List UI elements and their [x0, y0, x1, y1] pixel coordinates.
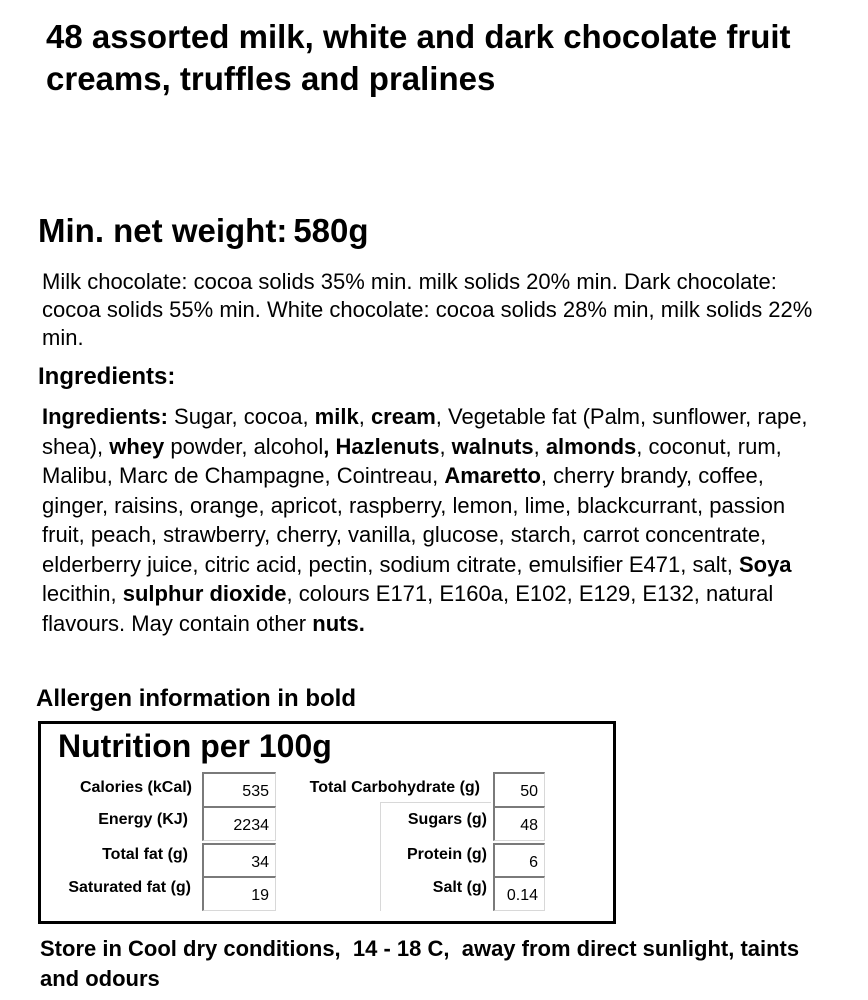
- ingredients-list: [42, 402, 832, 638]
- allergen-note: Allergen information in bold: [36, 685, 356, 712]
- nutrition-title: Nutrition per 100g: [58, 728, 332, 764]
- carbohydrate-value: 50: [493, 772, 545, 807]
- ingredient-text: , coconut, rum, Malibu, Marc de Champagne, Cointreau,: [42, 433, 782, 488]
- allergen-ingredient: Soya: [738, 551, 792, 577]
- ingredient-text: powder, alcohol: [164, 433, 324, 459]
- protein-label: Protein (g): [407, 846, 487, 863]
- calories-label: Calories (kCal): [79, 779, 192, 796]
- cocoa-solids-statement: Milk chocolate: cocoa solids 35% min. milk solids 20% min. Dark chocolate: cocoa solids 55% min. White chocolate: cocoa solids 28% min, milk solids 22% min.: [42, 269, 813, 350]
- allergen-ingredient: almonds: [545, 433, 637, 459]
- storage-instructions: Store in Cool dry conditions, 14 - 18 C, away from direct sunlight, taints and odours: [40, 936, 806, 991]
- energy-value: 2234: [202, 806, 276, 841]
- total-fat-label: Total fat (g): [102, 846, 188, 863]
- allergen-ingredient: Amaretto: [444, 463, 541, 488]
- net-weight-value: 580g: [293, 212, 369, 249]
- ingredient-text: lecithin,: [42, 581, 123, 606]
- allergen-ingredient: nuts.: [312, 610, 365, 636]
- net-weight: [38, 210, 369, 252]
- ingredients-heading: Ingredients:: [38, 363, 176, 390]
- calories-value: 535: [202, 772, 276, 807]
- sugars-value: 48: [493, 806, 545, 841]
- allergen-ingredient: Ingredients:: [42, 404, 168, 429]
- allergen-ingredient: , Hazlenuts: [323, 433, 440, 459]
- sugars-label: Sugars (g): [407, 811, 487, 828]
- ingredient-text: ,: [358, 404, 371, 429]
- carbohydrate-label: Total Carbohydrate (g): [309, 779, 480, 796]
- ingredient-text: Sugar, cocoa,: [167, 404, 315, 429]
- saturated-fat-value: 19: [202, 876, 276, 911]
- allergen-ingredient: cream: [370, 404, 436, 429]
- ingredient-text: ,: [533, 433, 546, 459]
- net-weight-label: Min. net weight:: [38, 212, 288, 249]
- salt-label: Salt (g): [432, 879, 487, 896]
- protein-value: 6: [493, 843, 545, 878]
- saturated-fat-label: Saturated fat (g): [68, 879, 191, 896]
- total-fat-value: 34: [202, 843, 276, 878]
- ingredient-text: ,: [439, 433, 452, 459]
- allergen-ingredient: milk: [314, 404, 359, 429]
- allergen-ingredient: sulphur dioxide: [122, 581, 287, 606]
- ingredient-text: , colours E171, E160a, E102, E129, E132, natural flavours. May contain other: [42, 581, 774, 636]
- ingredient-text: , cherry brandy, coffee, ginger, raisins, orange, apricot, raspberry, lemon, lime, blackcurrant, passion fruit, peach, strawberry, cherry, vanilla, glucose, starch, carrot concentrate, elderberry juice, citric acid, pectin, sodium citrate, emulsifier E471, salt,: [42, 463, 786, 577]
- allergen-ingredient: whey: [109, 433, 165, 459]
- energy-label: Energy (KJ): [98, 811, 188, 828]
- ingredient-text: , Vegetable fat (Palm, sunflower, rape, shea),: [42, 404, 808, 459]
- allergen-ingredient: walnuts: [451, 433, 534, 459]
- salt-value: 0.14: [493, 876, 545, 911]
- product-title: 48 assorted milk, white and dark chocolate fruit creams, truffles and pralines: [46, 18, 791, 97]
